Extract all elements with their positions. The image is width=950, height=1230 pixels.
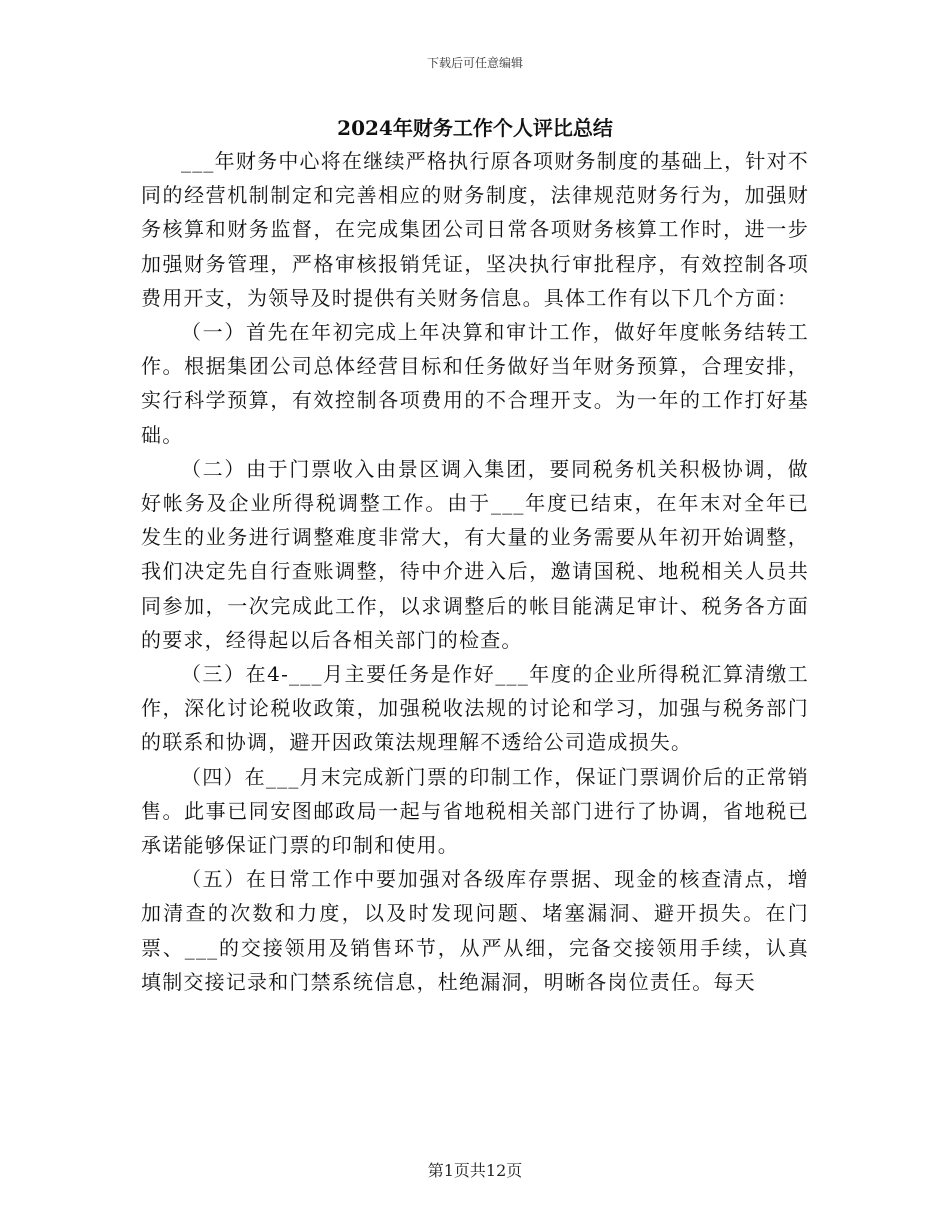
paragraph-5: （五）在日常工作中要加强对各级库存票据、现金的核查清点，增加清查的次数和力度，以及时发现问题、堵塞漏洞、避开损失。在门票、___的交接领用及销售环节，从严从细，完备交接领用手续，认真填制交接记录和门禁系统信息，杜绝漏洞，明晰各岗位责任。每天 bbox=[141, 867, 809, 994]
page-number: 第1页共12页 bbox=[427, 1161, 523, 1180]
paragraph-1: （一）首先在年初完成上年决算和审计工作，做好年度帐务结转工作。根据集团公司总体经营目标和任务做好当年财务预算，合理安排，实行科学预算，有效控制各项费用的不合理开支。为一年的工作打好基础。 bbox=[141, 320, 809, 447]
paragraph-4: （四）在___月末完成新门票的印制工作，保证门票调价后的正常销售。此事已同安图邮政局一起与省地税相关部门进行了协调，省地税已承诺能够保证门票的印制和使用。 bbox=[141, 764, 809, 858]
header-note: 下载后可任意编辑 bbox=[426, 56, 523, 70]
paragraph-3: （三）在4-___月主要任务是作好___年度的企业所得税汇算清缴工作，深化讨论税收政策，加强税收法规的讨论和学习，加强与税务部门的联系和协调，避开因政策法规理解不透给公司造成损失。 bbox=[141, 662, 809, 755]
paragraph-2: （二）由于门票收入由景区调入集团，要同税务机关积极协调，做好帐务及企业所得税调整工作。由于___年度已结束，在年末对全年已发生的业务进行调整难度非常大，有大量的业务需要从年初开始调整，我们决定先自行查账调整，待中介进入后，邀请国税、地税相关人员共同参加，一次完成此工作，以求调整后的帐目能满足审计、税务各方面的要求，经得起以后各相关部门的检查。 bbox=[141, 456, 809, 652]
document-body bbox=[141, 112, 809, 999]
document-title: 2024年财务工作个人评比总结 bbox=[337, 116, 613, 140]
paragraph-intro: ___年财务中心将在继续严格执行原各项财务制度的基础上，针对不同的经营机制制定和完善相应的财务制度，法律规范财务行为，加强财务核算和财务监督，在完成集团公司日常各项财务核算工作时，进一步加强财务管理，严格审核报销凭证，坚决执行审批程序，有效控制各项费用开支，为领导及时提供有关财务信息。具体工作有以下几个方面： bbox=[141, 149, 809, 310]
